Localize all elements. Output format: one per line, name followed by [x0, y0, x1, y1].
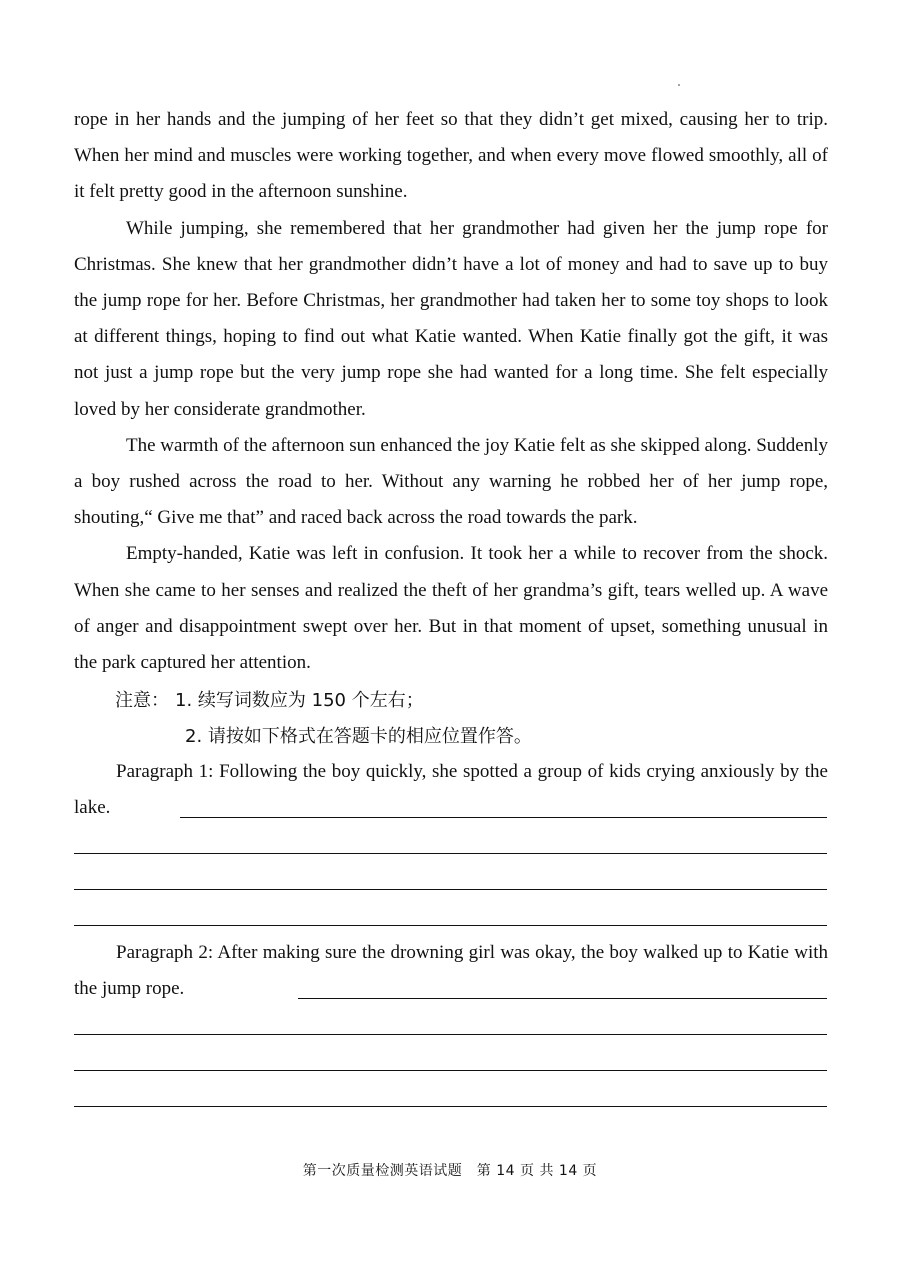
instructions-note	[115, 683, 532, 755]
story-paragraph-3: The warmth of the afternoon sun enhanced the joy Katie felt as she skipped along. Suddenly a boy rushed across the road to her. Without any warning he robbed her of her jump rope, shouting,“ Give me that” and raced back across the road towards the park.	[74, 434, 828, 529]
answer-line-2d[interactable]	[74, 1106, 827, 1107]
answer-line-2a[interactable]	[298, 998, 827, 999]
paragraph-2-prompt: Paragraph 2: After making sure the drowning girl was okay, the boy walked up to Katie with the jump rope.	[74, 942, 828, 1000]
story-paragraph-1: rope in her hands and the jumping of her feet so that they didn’t get mixed, causing her to trip. When her mind and muscles were working together, and when every move flowed smoothly, all of it felt pretty good in the afternoon sunshine.	[74, 109, 828, 203]
answer-line-1a[interactable]	[180, 817, 827, 818]
answer-line-2b[interactable]	[74, 1034, 827, 1035]
note-line-1	[115, 683, 532, 719]
scan-dot	[678, 84, 680, 86]
page-footer: 第一次质量检测英语试题 第 14 页 共 14 页	[302, 1163, 598, 1179]
answer-line-1b[interactable]	[74, 853, 827, 854]
note-item-1: 1. 续写词数应为 150 个左右；	[175, 690, 424, 711]
note-label: 注意：	[115, 690, 169, 711]
answer-line-2c[interactable]	[74, 1070, 827, 1071]
paragraph-1-prompt: Paragraph 1: Following the boy quickly, she spotted a group of kids crying anxiously by the lake.	[74, 761, 828, 819]
story-text	[74, 102, 828, 681]
answer-line-1c[interactable]	[74, 889, 827, 890]
story-paragraph-4: Empty-handed, Katie was left in confusion. It took her a while to recover from the shock. When she came to her senses and realized the theft of her grandma’s gift, tears welled up. A wave of anger and disappointment swept over her. But in that moment of upset, something unusual in the park captured her attention.	[74, 543, 828, 674]
answer-line-1d[interactable]	[74, 925, 827, 926]
story-paragraph-2: While jumping, she remembered that her grandmother had given her the jump rope for Christmas. She knew that her grandmother didn’t have a lot of money and had to save up to buy the jump rope for her. Before Christmas, her grandmother had taken her to some toy shops to look at different things, hoping to find out what Katie wanted. When Katie finally got the gift, it was not just a jump rope but the very jump rope she had wanted for a long time. She felt especially loved by her considerate grandmother.	[74, 217, 828, 420]
note-item-2: 2. 请按如下格式在答题卡的相应位置作答。	[185, 726, 532, 747]
